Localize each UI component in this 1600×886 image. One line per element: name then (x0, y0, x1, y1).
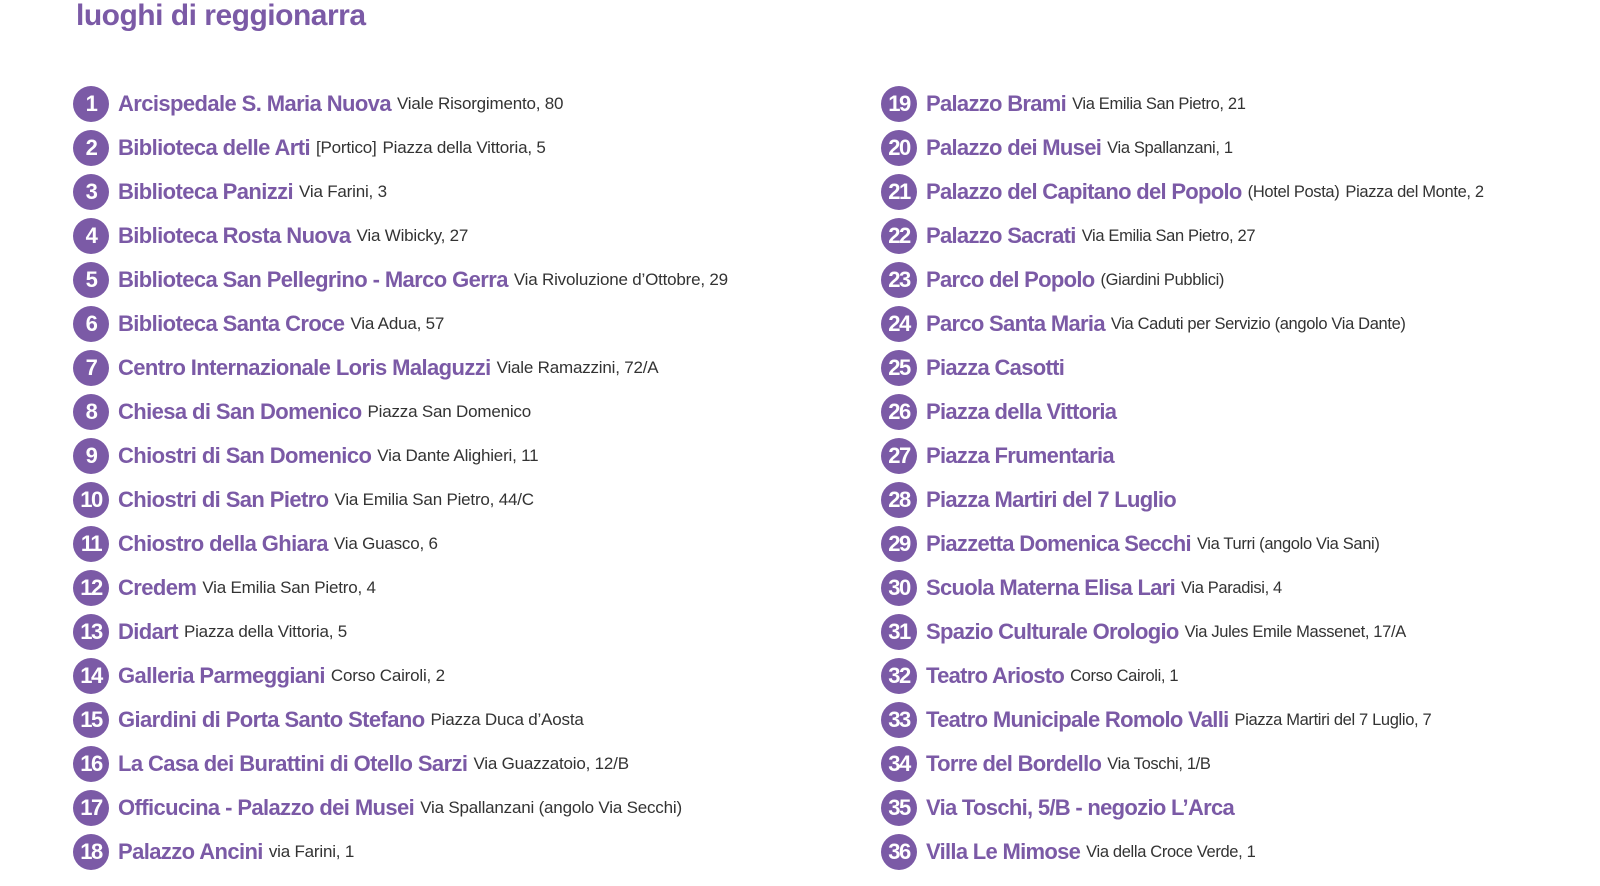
place-name: Teatro Ariosto (926, 663, 1065, 688)
places-list-left (73, 82, 853, 874)
place-item (881, 346, 1600, 390)
place-name: Chiostri di San Pietro (118, 487, 329, 512)
place-number-badge: 8 (73, 394, 109, 430)
place-address: Corso Cairoli, 2 (330, 666, 445, 685)
place-number-badge: 24 (881, 306, 917, 342)
place-name: Piazza Casotti (926, 355, 1065, 380)
place-number-badge: 32 (881, 658, 917, 694)
place-address: Via Spallanzani, 1 (1107, 138, 1233, 157)
place-number-badge: 2 (73, 130, 109, 166)
place-address: Piazza Duca d’Aosta (430, 710, 584, 729)
place-name: Chiostri di San Domenico (118, 443, 372, 468)
place-number-badge: 20 (881, 130, 917, 166)
place-item (881, 610, 1600, 654)
place-number-badge: 28 (881, 482, 917, 518)
place-number-badge: 36 (881, 834, 917, 870)
place-item (881, 82, 1600, 126)
place-name: Didart (118, 619, 178, 644)
place-name: Chiostro della Ghiara (118, 531, 328, 556)
place-address: Via Paradisi, 4 (1181, 578, 1282, 597)
place-item (73, 82, 853, 126)
place-item (73, 302, 853, 346)
place-address: Via Emilia San Pietro, 44/C (334, 490, 534, 509)
place-item (881, 698, 1600, 742)
place-item (73, 126, 853, 170)
place-address: Piazza della Vittoria, 5 (382, 138, 546, 157)
place-number-badge: 31 (881, 614, 917, 650)
place-number-badge: 5 (73, 262, 109, 298)
place-address: Via Guazzatoio, 12/B (473, 754, 629, 773)
place-item (73, 214, 853, 258)
place-address: via Farini, 1 (268, 842, 355, 861)
place-number-badge: 7 (73, 350, 109, 386)
place-name: Chiesa di San Domenico (118, 399, 362, 424)
place-number-badge: 1 (73, 86, 109, 122)
place-number-badge: 25 (881, 350, 917, 386)
place-name: Credem (118, 575, 197, 600)
place-number-badge: 10 (73, 482, 109, 518)
place-address: Via Guasco, 6 (333, 534, 438, 553)
place-name: Palazzo Sacrati (926, 223, 1076, 248)
place-address: Via Farini, 3 (299, 182, 387, 201)
place-number-badge: 27 (881, 438, 917, 474)
place-note: (Giardini Pubblici) (1100, 270, 1225, 289)
place-item (881, 786, 1600, 830)
place-name: Biblioteca delle Arti (118, 135, 310, 160)
place-name: Piazza della Vittoria (926, 399, 1117, 424)
place-name: Spazio Culturale Orologio (926, 619, 1179, 644)
place-number-badge: 35 (881, 790, 917, 826)
place-name: Teatro Municipale Romolo Valli (926, 707, 1229, 732)
place-item (73, 786, 853, 830)
place-item (881, 126, 1600, 170)
place-address: Piazza San Domenico (367, 402, 531, 421)
place-number-badge: 17 (73, 790, 109, 826)
place-address: Piazza Martiri del 7 Luglio, 7 (1234, 710, 1432, 729)
place-number-badge: 6 (73, 306, 109, 342)
place-address: Piazza della Vittoria, 5 (183, 622, 348, 641)
place-item (881, 302, 1600, 346)
place-item (881, 478, 1600, 522)
place-address: Viale Ramazzini, 72/A (496, 358, 659, 377)
place-item (73, 390, 853, 434)
place-item (881, 522, 1600, 566)
place-address: Via Emilia San Pietro, 4 (202, 578, 376, 597)
place-name: Biblioteca San Pellegrino - Marco Gerra (118, 267, 508, 292)
place-number-badge: 33 (881, 702, 917, 738)
place-address: Via Adua, 57 (350, 314, 445, 333)
place-item (73, 346, 853, 390)
place-number-badge: 3 (73, 174, 109, 210)
place-item (881, 258, 1600, 302)
places-list-right (881, 82, 1600, 874)
place-number-badge: 34 (881, 746, 917, 782)
place-address: Viale Risorgimento, 80 (396, 94, 564, 113)
place-address: Via della Croce Verde, 1 (1086, 842, 1256, 861)
place-number-badge: 13 (73, 614, 109, 650)
place-address: Via Rivoluzione d’Ottobre, 29 (513, 270, 728, 289)
place-name: Officucina - Palazzo dei Musei (118, 795, 415, 820)
place-address: Via Turri (angolo Via Sani) (1196, 534, 1380, 553)
place-number-badge: 12 (73, 570, 109, 606)
place-item (73, 478, 853, 522)
place-name: Via Toschi, 5/B - negozio L’Arca (926, 795, 1235, 820)
place-name: Giardini di Porta Santo Stefano (118, 707, 425, 732)
place-address: Via Emilia San Pietro, 21 (1072, 94, 1246, 113)
place-address: Piazza del Monte, 2 (1345, 182, 1484, 201)
place-address: Via Dante Alighieri, 11 (377, 446, 539, 465)
place-name: Scuola Materna Elisa Lari (926, 575, 1176, 600)
place-item (73, 170, 853, 214)
place-name: Piazzetta Domenica Secchi (926, 531, 1191, 556)
place-number-badge: 16 (73, 746, 109, 782)
page-title: luoghi di reggionarra (76, 0, 366, 32)
place-name: Galleria Parmeggiani (118, 663, 325, 688)
place-number-badge: 19 (881, 86, 917, 122)
place-name: Villa Le Mimose (926, 839, 1081, 864)
place-address: Via Emilia San Pietro, 27 (1081, 226, 1256, 245)
place-item (73, 654, 853, 698)
place-item (881, 654, 1600, 698)
place-name: La Casa dei Burattini di Otello Sarzi (118, 751, 468, 776)
place-name: Palazzo del Capitano del Popolo (926, 179, 1242, 204)
place-item (881, 434, 1600, 478)
place-item (73, 698, 853, 742)
place-note: (Hotel Posta) (1247, 182, 1340, 201)
place-item (73, 522, 853, 566)
place-number-badge: 30 (881, 570, 917, 606)
place-name: Centro Internazionale Loris Malaguzzi (118, 355, 491, 380)
place-number-badge: 23 (881, 262, 917, 298)
place-name: Parco del Popolo (926, 267, 1095, 292)
place-item (881, 390, 1600, 434)
place-note: [Portico] (315, 138, 377, 157)
place-name: Parco Santa Maria (926, 311, 1105, 336)
place-item (73, 434, 853, 478)
place-address: Corso Cairoli, 1 (1070, 666, 1179, 685)
place-address: Via Caduti per Servizio (angolo Via Dante) (1110, 314, 1406, 333)
place-number-badge: 29 (881, 526, 917, 562)
place-name: Biblioteca Panizzi (118, 179, 294, 204)
place-item (73, 830, 853, 874)
place-name: Palazzo Brami (926, 91, 1067, 116)
place-name: Palazzo dei Musei (926, 135, 1102, 160)
place-item (881, 830, 1600, 874)
place-name: Arcispedale S. Maria Nuova (118, 91, 391, 116)
place-name: Piazza Frumentaria (926, 443, 1114, 468)
place-number-badge: 11 (73, 526, 109, 562)
place-address: Via Wibicky, 27 (356, 226, 469, 245)
place-number-badge: 22 (881, 218, 917, 254)
place-number-badge: 18 (73, 834, 109, 870)
place-number-badge: 9 (73, 438, 109, 474)
place-item (881, 170, 1600, 214)
place-item (73, 610, 853, 654)
place-number-badge: 14 (73, 658, 109, 694)
place-number-badge: 4 (73, 218, 109, 254)
place-name: Biblioteca Rosta Nuova (118, 223, 351, 248)
place-address: Via Toschi, 1/B (1107, 754, 1211, 773)
place-name: Torre del Bordello (926, 751, 1102, 776)
place-name: Palazzo Ancini (118, 839, 263, 864)
place-number-badge: 15 (73, 702, 109, 738)
place-name: Piazza Martiri del 7 Luglio (926, 487, 1177, 512)
place-item (73, 742, 853, 786)
place-item (73, 258, 853, 302)
place-item (881, 742, 1600, 786)
place-item (73, 566, 853, 610)
place-name: Biblioteca Santa Croce (118, 311, 345, 336)
place-number-badge: 26 (881, 394, 917, 430)
place-number-badge: 21 (881, 174, 917, 210)
place-address: Via Jules Emile Massenet, 17/A (1184, 622, 1406, 641)
place-address: Via Spallanzani (angolo Via Secchi) (420, 798, 682, 817)
place-item (881, 566, 1600, 610)
place-item (881, 214, 1600, 258)
